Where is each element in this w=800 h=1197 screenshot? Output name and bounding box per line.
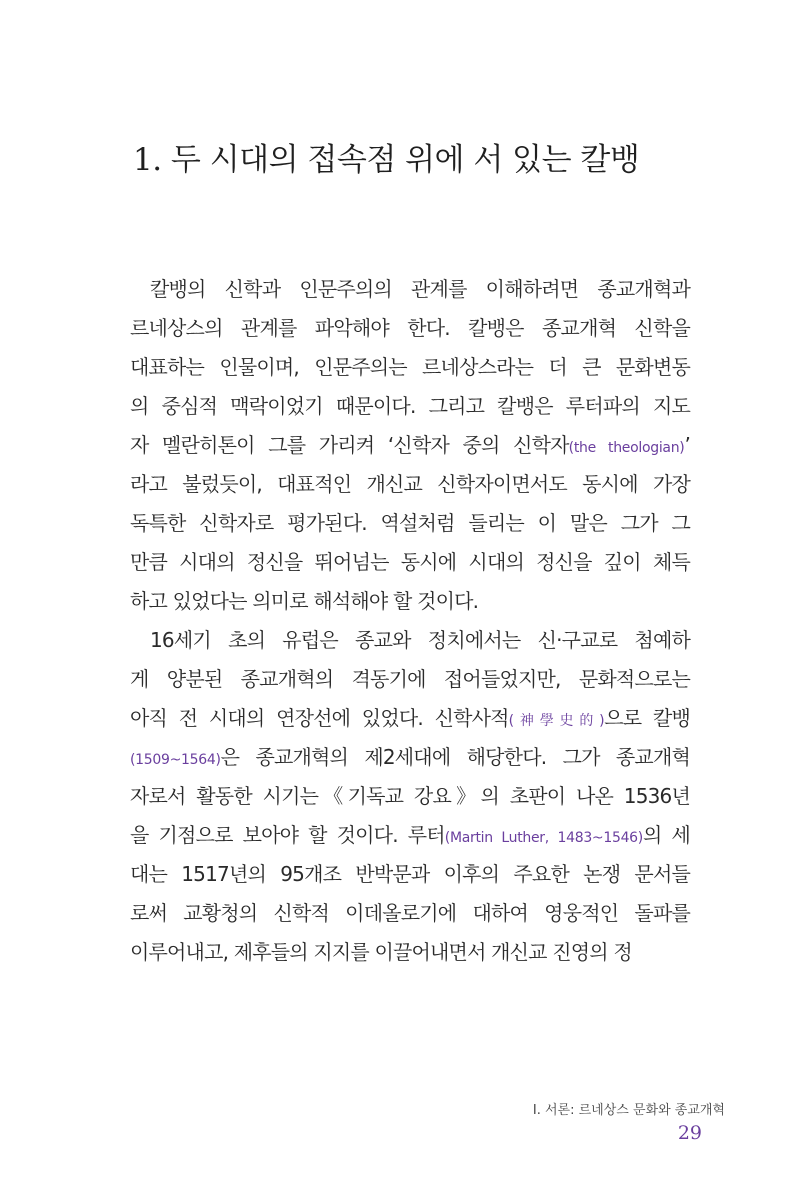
text-segment: 이루어내고, 제후들의 지지를 이끌어내면서 개신교 진영의 정 xyxy=(130,940,632,964)
text-line xyxy=(130,777,690,816)
text-segment: 16세기 초의 유럽은 종교와 정치에서는 신·구교로 첨예하 xyxy=(150,628,690,652)
text-line xyxy=(130,465,690,504)
inline-annotation: (1509~1564) xyxy=(130,752,221,768)
text-segment: 대는 1517년의 95개조 반박문과 이후의 주요한 논쟁 문서들 xyxy=(130,862,690,886)
page-number: 29 xyxy=(677,1122,702,1144)
text-line xyxy=(130,738,690,777)
text-line xyxy=(130,816,690,855)
text-line xyxy=(130,621,690,660)
text-segment: 칼뱅의 신학과 인문주의의 관계를 이해하려면 종교개혁과 xyxy=(150,277,690,301)
text-segment: 대표하는 인물이며, 인문주의는 르네상스라는 더 큰 문화변동 xyxy=(130,355,690,379)
text-segment: 게 양분된 종교개혁의 격동기에 접어들었지만, 문화적으로는 xyxy=(130,667,690,691)
text-line xyxy=(130,582,690,621)
text-segment: 아직 전 시대의 연장선에 있었다. 신학사적 xyxy=(130,706,509,730)
text-segment: 을 기점으로 보아야 할 것이다. 루터 xyxy=(130,823,445,847)
text-line xyxy=(130,270,690,309)
text-segment: 의 중심적 맥락이었기 때문이다. 그리고 칼뱅은 루터파의 지도 xyxy=(130,394,690,418)
text-line xyxy=(130,387,690,426)
text-segment: 은 종교개혁의 제2세대에 해당한다. 그가 종교개혁 xyxy=(220,745,690,769)
text-line xyxy=(130,426,690,465)
text-line xyxy=(130,504,690,543)
body-text xyxy=(130,270,690,972)
text-line xyxy=(130,933,690,972)
text-segment: 만큼 시대의 정신을 뛰어넘는 동시에 시대의 정신을 깊이 체득 xyxy=(130,550,690,574)
text-segment: 하고 있었다는 의미로 해석해야 할 것이다. xyxy=(130,589,479,613)
text-line xyxy=(130,348,690,387)
text-line xyxy=(130,543,690,582)
inline-annotation: (the theologian) xyxy=(568,440,685,456)
text-segment: 라고 불렀듯이, 대표적인 개신교 신학자이면서도 동시에 가장 xyxy=(130,472,690,496)
text-segment: ’ xyxy=(684,433,690,457)
running-footer: I. 서론: 르네상스 문화와 종교개혁 xyxy=(532,1103,725,1118)
text-segment: 르네상스의 관계를 파악해야 한다. 칼뱅은 종교개혁 신학을 xyxy=(130,316,690,340)
text-line xyxy=(130,699,690,738)
text-line xyxy=(130,309,690,348)
text-segment: 자로서 활동한 시기는《기독교 강요》의 초판이 나온 1536년 xyxy=(130,784,690,808)
text-segment: 로써 교황청의 신학적 이데올로기에 대하여 영웅적인 돌파를 xyxy=(130,901,690,925)
inline-annotation: (神學史的) xyxy=(508,713,605,729)
text-segment: 독특한 신학자로 평가된다. 역설처럼 들리는 이 말은 그가 그 xyxy=(130,511,690,535)
text-line xyxy=(130,660,690,699)
page-title: 1. 두 시대의 접속점 위에 서 있는 칼뱅 xyxy=(133,142,640,178)
text-line xyxy=(130,855,690,894)
inline-annotation: (Martin Luther, 1483~1546) xyxy=(444,830,643,846)
text-segment: 의 세 xyxy=(642,823,690,847)
text-line xyxy=(130,894,690,933)
text-segment: 자 멜란히톤이 그를 가리켜 ‘신학자 중의 신학자 xyxy=(130,433,569,457)
text-segment: 으로 칼뱅 xyxy=(604,706,691,730)
